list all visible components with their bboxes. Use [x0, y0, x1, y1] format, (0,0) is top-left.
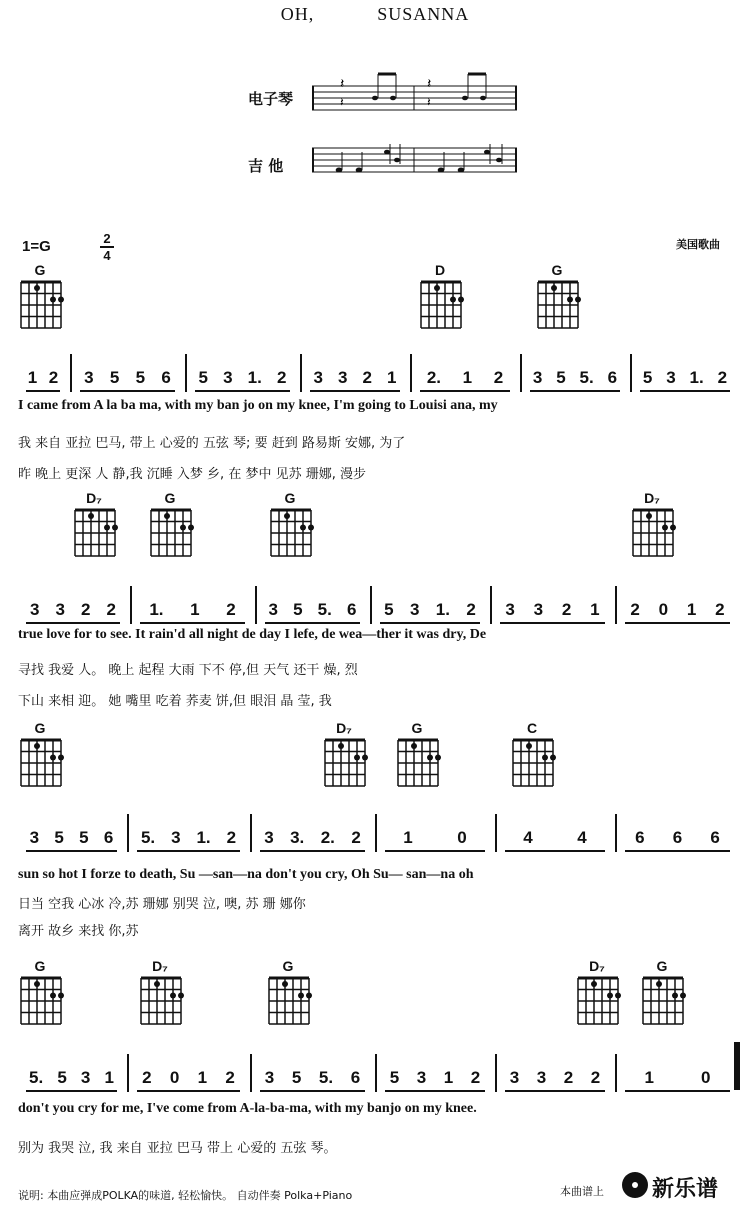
- time-sig-top: 2: [103, 231, 111, 246]
- beam-underline: [530, 390, 620, 392]
- beam-underline: [265, 622, 360, 624]
- barline: [375, 1054, 377, 1092]
- chord-grid-icon: [575, 974, 621, 1026]
- note: 2: [630, 600, 640, 619]
- chord-diagram: [535, 262, 581, 334]
- svg-text:𝄽: 𝄽: [340, 76, 345, 92]
- note: 1: [686, 600, 697, 619]
- measure: [136, 600, 249, 620]
- measure: [496, 600, 609, 620]
- measure: [621, 600, 734, 620]
- barline: [300, 354, 302, 392]
- keyboard-staff: [312, 72, 517, 116]
- note: 5: [293, 600, 303, 619]
- beam-underline: [310, 390, 400, 392]
- note: 1: [104, 1068, 114, 1087]
- note: 6: [635, 828, 645, 847]
- beam-underline: [380, 622, 480, 624]
- barline: [520, 354, 522, 392]
- note: 1: [644, 1068, 654, 1087]
- chord-name: G: [34, 720, 46, 736]
- chord-grid-icon: [266, 974, 312, 1026]
- measure: [22, 1068, 121, 1088]
- beam-underline: [640, 390, 730, 392]
- barline: [495, 814, 497, 852]
- chord-diagram: [138, 958, 184, 1030]
- chord-diagram: [268, 490, 314, 562]
- note: 3: [29, 828, 40, 847]
- note: 1: [462, 368, 473, 387]
- note: 6: [672, 828, 683, 847]
- note: 3: [409, 600, 420, 619]
- measure: [256, 1068, 369, 1088]
- note: 2: [106, 600, 116, 619]
- measure: [22, 828, 121, 848]
- note: 3: [223, 368, 233, 387]
- note: 1.: [435, 600, 450, 619]
- chord-name: D₇: [589, 958, 605, 974]
- chord-name: G: [34, 262, 46, 278]
- uploader-label: 本曲谱上: [560, 1185, 604, 1198]
- note: 0: [658, 600, 669, 619]
- chord-diagram: [630, 490, 676, 562]
- guitar-staff: [312, 140, 517, 178]
- beam-underline: [260, 850, 365, 852]
- note: 1: [443, 1068, 454, 1087]
- barline: [615, 586, 617, 624]
- note: 3.: [290, 828, 305, 847]
- measure: [621, 828, 734, 848]
- lyric-chinese-verse1: 日当 空我 心冰 冷,苏 珊娜 别哭 泣, 噢, 苏 珊 娜你: [18, 897, 306, 912]
- note: 3: [536, 1068, 547, 1087]
- beam-underline: [505, 850, 605, 852]
- chord-grid-icon: [510, 736, 556, 788]
- chord-diagram: [418, 262, 464, 334]
- chord-diagram: [395, 720, 441, 792]
- note: 2: [470, 1068, 481, 1087]
- final-barline: [734, 1042, 740, 1090]
- barline: [250, 814, 252, 852]
- title-susanna: SUSANNA: [377, 4, 470, 24]
- beam-underline: [140, 622, 245, 624]
- note: 3: [264, 828, 274, 847]
- barline: [70, 354, 72, 392]
- chord-name: G: [551, 262, 563, 278]
- lyric-english: true love for to see. It rain'd all night de day I lefe, de wea—ther it was dry, De: [18, 627, 487, 642]
- note: 3: [84, 368, 94, 387]
- beam-underline: [385, 1090, 485, 1092]
- note: 6: [103, 828, 114, 847]
- chord-name: G: [282, 958, 294, 974]
- chord-diagram: [575, 958, 621, 1030]
- note: 3: [80, 1068, 91, 1087]
- note: 2: [717, 368, 728, 387]
- note: 3: [264, 1068, 275, 1087]
- chord-grid-icon: [322, 736, 368, 788]
- note: 5.: [29, 1068, 44, 1087]
- chord-diagram: [640, 958, 686, 1030]
- note: 3: [268, 600, 279, 619]
- chord-grid-icon: [535, 278, 581, 330]
- beam-underline: [26, 390, 60, 392]
- note: 5.: [140, 828, 156, 847]
- lyric-chinese-verse1: 寻找 我爱 人。 晚上 起程 大雨 下不 停,但 天气 还干 燥, 烈: [18, 663, 358, 678]
- lyric-english: don't you cry for me, I've come from A-la-ba-ma, with my banjo on my knee.: [18, 1101, 477, 1116]
- chord-name: D: [434, 262, 446, 278]
- chord-diagram: [148, 490, 194, 562]
- note: 3: [55, 600, 65, 619]
- lyric-chinese-verse2: 下山 来相 迎。 她 嘴里 吃着 荞麦 饼,但 眼泪 晶 莹, 我: [18, 694, 332, 709]
- note: 2: [226, 600, 236, 619]
- measure: [621, 1068, 734, 1088]
- measure: [261, 600, 364, 620]
- note: 1.: [149, 600, 164, 619]
- note: 5: [556, 368, 566, 387]
- measure: [306, 368, 404, 388]
- note: 3: [533, 600, 544, 619]
- note: 5: [109, 368, 120, 387]
- note: 5: [389, 1068, 400, 1087]
- note: 2: [362, 368, 372, 387]
- note: 4: [577, 828, 587, 847]
- note: 2: [590, 1068, 601, 1087]
- time-sig-bottom: 4: [103, 248, 111, 263]
- note: 2: [561, 600, 572, 619]
- measure: [76, 368, 179, 388]
- chord-name: D₇: [152, 958, 168, 974]
- lyric-english: sun so hot I forze to death, Su —san—na don't you cry, Oh Su— san—na oh: [18, 867, 474, 882]
- measure: [133, 828, 244, 848]
- note: 3: [505, 600, 515, 619]
- measure: [22, 368, 64, 388]
- chord-grid-icon: [418, 278, 464, 330]
- barline: [495, 1054, 497, 1092]
- chord-name: D₇: [86, 490, 102, 506]
- beam-underline: [137, 1090, 240, 1092]
- svg-text:𝄽: 𝄽: [340, 95, 344, 109]
- note: 2: [466, 600, 476, 619]
- note: 3: [509, 1068, 520, 1087]
- note: 3: [666, 368, 676, 387]
- barline: [630, 354, 632, 392]
- measure: [22, 600, 124, 620]
- note: 2: [48, 368, 59, 387]
- note: 2: [226, 828, 237, 847]
- performance-note: 说明: 本曲应弹成POLKA的味道, 轻松愉快。 自动伴奏 Polka+Piano: [18, 1189, 353, 1202]
- note: 1.: [196, 828, 211, 847]
- note: 0: [457, 828, 467, 847]
- chord-diagram: [510, 720, 556, 792]
- beam-underline: [26, 1090, 117, 1092]
- song-source: 美国歌曲: [676, 238, 720, 251]
- barline: [127, 814, 129, 852]
- beam-underline: [500, 622, 605, 624]
- barline: [127, 1054, 129, 1092]
- chord-diagram: [18, 958, 64, 1030]
- brand-name: 新乐谱: [652, 1177, 719, 1202]
- note: 3: [171, 828, 181, 847]
- beam-underline: [26, 850, 117, 852]
- chord-name: D₇: [336, 720, 352, 736]
- chord-name: G: [164, 490, 176, 506]
- chord-grid-icon: [395, 736, 441, 788]
- note: 2: [493, 368, 504, 387]
- chord-grid-icon: [18, 278, 64, 330]
- barline: [375, 814, 377, 852]
- measure: [501, 1068, 609, 1088]
- beam-underline: [80, 390, 175, 392]
- note: 5: [135, 368, 146, 387]
- note: 5.: [317, 600, 332, 619]
- note: 3: [313, 368, 323, 387]
- chord-grid-icon: [148, 506, 194, 558]
- barline: [490, 586, 492, 624]
- key-signature: 1=G: [22, 238, 51, 255]
- note: 6: [161, 368, 171, 387]
- beam-underline: [505, 1090, 605, 1092]
- beam-underline: [195, 390, 290, 392]
- note: 3: [532, 368, 543, 387]
- measure: [376, 600, 484, 620]
- note: 4: [523, 828, 533, 847]
- note: 0: [701, 1068, 711, 1087]
- note: 2: [715, 600, 725, 619]
- guitar-label: 吉 他: [248, 157, 284, 175]
- lyric-chinese-verse1: 我 来自 亚拉 巴马, 带上 心爱的 五弦 琴; 要 赶到 路易斯 安娜, 为了: [18, 436, 406, 451]
- note: 6: [607, 368, 618, 387]
- beam-underline: [137, 850, 240, 852]
- note: 2.: [426, 368, 441, 387]
- beam-underline: [625, 1090, 730, 1092]
- measure: [381, 828, 489, 848]
- beam-underline: [26, 622, 120, 624]
- chord-grid-icon: [640, 974, 686, 1026]
- note: 2: [225, 1068, 235, 1087]
- note: 3: [338, 368, 348, 387]
- note: 5: [79, 828, 89, 847]
- keyboard-label: 电子琴: [248, 90, 294, 108]
- note: 2: [563, 1068, 574, 1087]
- note: 1: [403, 828, 413, 847]
- chord-grid-icon: [72, 506, 118, 558]
- measure: [191, 368, 294, 388]
- chord-name: G: [656, 958, 668, 974]
- note: 2: [276, 368, 287, 387]
- chord-grid-icon: [18, 736, 64, 788]
- measure: [636, 368, 734, 388]
- chord-grid-icon: [138, 974, 184, 1026]
- chord-name: C: [526, 720, 538, 736]
- svg-text:𝄽: 𝄽: [427, 95, 431, 109]
- chord-diagram: [18, 262, 64, 334]
- barline: [370, 586, 372, 624]
- note: 6: [350, 1068, 361, 1087]
- chord-grid-icon: [18, 974, 64, 1026]
- brand-logo-icon: [622, 1172, 648, 1198]
- chord-diagram: [322, 720, 368, 792]
- barline: [130, 586, 132, 624]
- note: 5: [384, 600, 394, 619]
- barline: [185, 354, 187, 392]
- note: 5.: [318, 1068, 334, 1087]
- note: 1: [197, 1068, 208, 1087]
- note: 1.: [247, 368, 262, 387]
- barline: [255, 586, 257, 624]
- svg-text:𝄽: 𝄽: [427, 76, 432, 92]
- measure: [256, 828, 369, 848]
- measure: [501, 828, 609, 848]
- note: 1: [387, 368, 397, 387]
- song-title: [0, 4, 750, 25]
- beam-underline: [260, 1090, 365, 1092]
- note: 0: [169, 1068, 180, 1087]
- note: 2: [142, 1068, 152, 1087]
- chord-name: G: [34, 958, 46, 974]
- chord-name: G: [284, 490, 296, 506]
- chord-diagram: [18, 720, 64, 792]
- title-oh: OH,: [280, 4, 315, 24]
- note: 1: [27, 368, 38, 387]
- chord-diagram: [72, 490, 118, 562]
- note: 6: [710, 828, 720, 847]
- note: 5: [198, 368, 209, 387]
- measure: [526, 368, 624, 388]
- note: 5: [642, 368, 653, 387]
- barline: [250, 1054, 252, 1092]
- note: 1: [190, 600, 200, 619]
- note: 3: [416, 1068, 427, 1087]
- note: 5: [291, 1068, 302, 1087]
- note: 2: [351, 828, 361, 847]
- measure: [416, 368, 514, 388]
- note: 5: [57, 1068, 67, 1087]
- chord-name: G: [411, 720, 423, 736]
- lyric-english: I came from A la ba ma, with my ban jo on my knee, I'm going to Louisi ana, my: [18, 398, 498, 413]
- note: 5: [54, 828, 64, 847]
- measure: [133, 1068, 244, 1088]
- lyric-chinese-verse2: 昨 晚上 更深 人 静,我 沉睡 入梦 乡, 在 梦中 见苏 珊娜, 漫步: [18, 467, 366, 482]
- beam-underline: [385, 850, 485, 852]
- lyric-chinese-verse1: 别为 我哭 泣, 我 来自 亚拉 巴马 带上 心爱的 五弦 琴。: [18, 1141, 337, 1156]
- beam-underline: [420, 390, 510, 392]
- measure: [381, 1068, 489, 1088]
- note: 5.: [579, 368, 594, 387]
- note: 2: [81, 600, 91, 619]
- beam-underline: [625, 622, 730, 624]
- chord-grid-icon: [630, 506, 676, 558]
- note: 6: [346, 600, 357, 619]
- note: 1: [590, 600, 600, 619]
- barline: [615, 814, 617, 852]
- chord-grid-icon: [268, 506, 314, 558]
- note: 1.: [689, 368, 704, 387]
- note: 2.: [320, 828, 335, 847]
- time-signature: [100, 232, 114, 262]
- lyric-chinese-verse2: 离开 故乡 来找 你,苏: [18, 924, 139, 939]
- barline: [410, 354, 412, 392]
- chord-diagram: [266, 958, 312, 1030]
- chord-name: D₇: [644, 490, 660, 506]
- barline: [615, 1054, 617, 1092]
- note: 3: [30, 600, 40, 619]
- beam-underline: [625, 850, 730, 852]
